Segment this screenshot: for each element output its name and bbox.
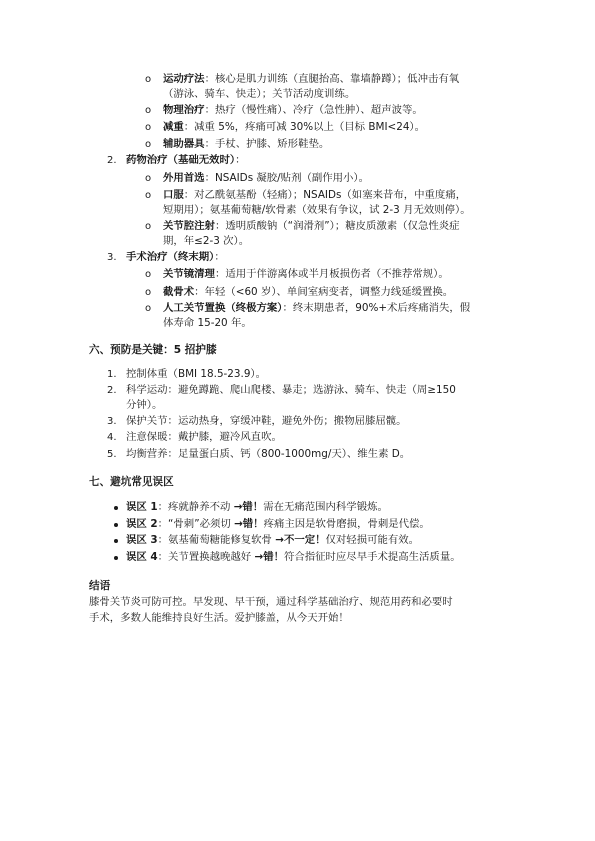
sub-bullet-marker: o <box>145 303 152 314</box>
list-item-continuation: 期，年≤2-3 次）。 <box>163 235 250 247</box>
list-item: 人工关节置换（终极方案）：终末期患者，90%+术后疼痛消失，假 <box>163 302 471 314</box>
list-item: 误区 1：疼就静养不动 →错！需在无痛范围内科学锻炼。 <box>126 501 388 513</box>
list-item-heading: 药物治疗（基础无效时）： <box>126 154 246 166</box>
list-item: 外用首选：NSAIDs 凝胶/贴剂（副作用小）。 <box>163 172 370 184</box>
list-item-continuation: 短期用）；氨基葡萄糖/软骨素（效果有争议，试 2-3 月无效则停）。 <box>163 204 471 216</box>
sub-bullet-marker: o <box>145 269 152 280</box>
sub-bullet-marker: o <box>145 173 152 184</box>
list-item: 误区 2：“骨刺”必须切 →错！疼痛主因是软骨磨损，骨刺是代偿。 <box>126 518 430 530</box>
list-item-continuation: 分钟）。 <box>126 399 163 411</box>
sub-bullet-marker: o <box>145 122 152 133</box>
list-item-continuation: 体寿命 15-20 年。 <box>163 317 252 329</box>
list-item-heading: 手术治疗（终末期）： <box>126 251 225 263</box>
bullet-dot <box>114 506 118 510</box>
bullet-dot <box>114 556 118 560</box>
list-item: 减重：减重 5%，疼痛可减 30%以上（目标 BMI<24）。 <box>163 121 426 133</box>
sub-bullet-marker: o <box>145 74 152 85</box>
list-number: 1. <box>107 369 117 380</box>
section-heading: 六、预防是关键：5 招护膝 <box>89 344 217 356</box>
sub-bullet-marker: o <box>145 105 152 116</box>
list-item: 注意保暖：戴护膝，避冷风直吹。 <box>126 431 282 443</box>
arrow-icon: → <box>234 518 243 530</box>
list-item: 口服：对乙酰氨基酚（轻痛）；NSAIDs（如塞来昔布，中重度痛， <box>163 189 467 201</box>
arrow-icon: → <box>233 501 243 513</box>
sub-bullet-marker: o <box>145 221 152 232</box>
conclusion-text-line: 手术，多数人能维持良好生活。爱护膝盖，从今天开始！ <box>89 612 349 624</box>
list-item: 误区 4：关节置换越晚越好 →错！符合指征时应尽早手术提高生活质量。 <box>126 551 461 563</box>
list-item: 辅助器具：手杖、护膝、矫形鞋垫。 <box>163 138 330 150</box>
sub-bullet-marker: o <box>145 287 152 298</box>
list-item: 科学运动：避免蹲跪、爬山爬楼、暴走；选游泳、骑车、快走（周≥150 <box>126 384 456 396</box>
list-item: 运动疗法：核心是肌力训练（直腿抬高、靠墙静蹲）；低冲击有氧 <box>163 73 460 85</box>
sub-bullet-marker: o <box>145 190 152 201</box>
list-item: 保护关节：运动热身，穿缓冲鞋，避免外伤；搬物屈膝屈髋。 <box>126 415 407 427</box>
list-item: 关节腔注射：透明质酸钠（“润滑剂”）；糖皮质激素（仅急性炎症 <box>163 220 460 232</box>
section-heading: 七、避坑常见误区 <box>89 476 174 488</box>
list-number: 3. <box>107 416 117 427</box>
bullet-dot <box>114 523 118 527</box>
sub-bullet-marker: o <box>145 139 152 150</box>
list-number: 2. <box>107 385 117 396</box>
list-item: 截骨术：年轻（<60 岁）、单间室病变者，调整力线延缓置换。 <box>163 286 454 298</box>
list-number: 4. <box>107 432 117 443</box>
list-item: 均衡营养：足量蛋白质、钙（800-1000mg/天）、维生素 D。 <box>126 448 411 460</box>
conclusion-text-line: 膝骨关节炎可防可控。早发现、早干预，通过科学基础治疗、规范用药和必要时 <box>89 596 453 608</box>
list-number: 2. <box>107 155 117 166</box>
conclusion-heading: 结语 <box>89 580 111 592</box>
list-item: 误区 3：氨基葡萄糖能修复软骨 →不一定！仅对轻损可能有效。 <box>126 534 420 546</box>
list-number: 3. <box>107 252 117 263</box>
list-item: 控制体重（BMI 18.5-23.9）。 <box>126 368 267 380</box>
bullet-dot <box>114 539 118 543</box>
list-item: 关节镜清理：适用于伴游离体或半月板损伤者（不推荐常规）。 <box>163 268 449 280</box>
list-item: 物理治疗：热疗（慢性痛）、冷疗（急性肿）、超声波等。 <box>163 104 423 116</box>
arrow-icon: → <box>254 551 264 563</box>
list-item-continuation: （游泳、骑车、快走）；关节活动度训练。 <box>163 88 356 100</box>
list-number: 5. <box>107 449 117 460</box>
arrow-icon: → <box>275 534 284 546</box>
